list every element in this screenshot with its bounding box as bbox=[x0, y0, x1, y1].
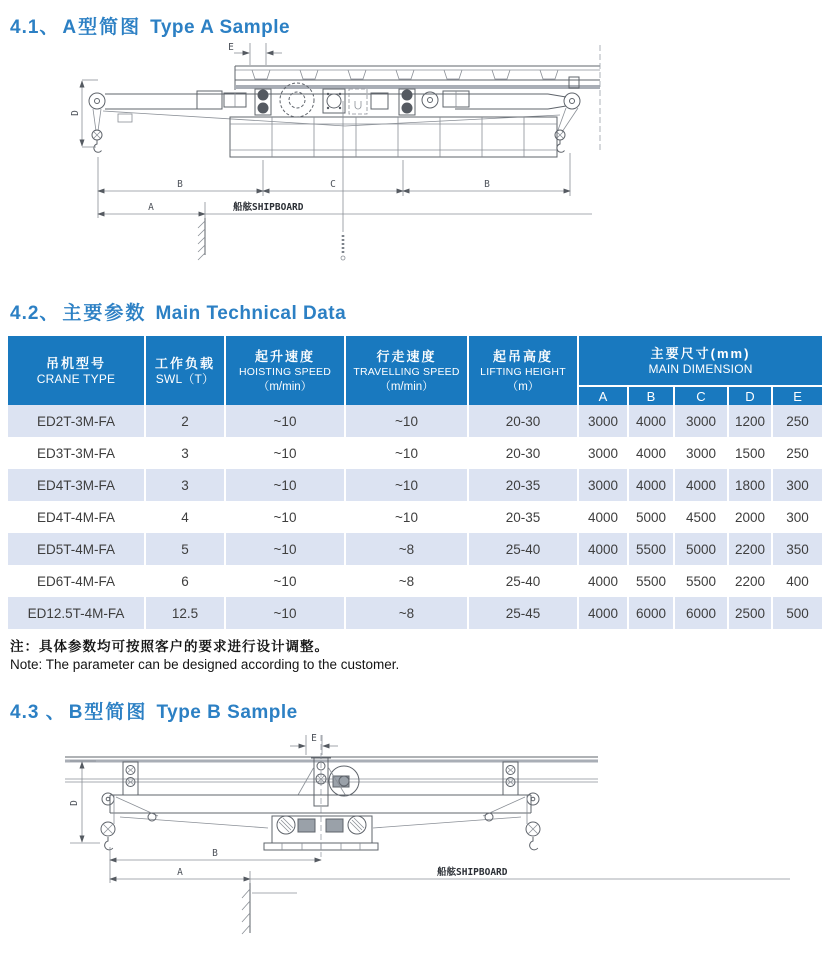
cell-hoisting: ~10 bbox=[225, 533, 345, 565]
cell-dim-d: 2500 bbox=[728, 597, 772, 629]
cell-height: 20-35 bbox=[468, 501, 578, 533]
dim-a-group bbox=[110, 864, 790, 883]
cell-dim-c: 3000 bbox=[674, 405, 728, 437]
cell-dim-a: 3000 bbox=[578, 469, 628, 501]
quay-wall bbox=[242, 883, 297, 934]
table-row bbox=[8, 597, 822, 629]
cell-dim-e: 350 bbox=[772, 533, 822, 565]
type-a-drawing bbox=[0, 39, 830, 289]
dim-label-b-left: B bbox=[177, 179, 183, 190]
dim-label-a: A bbox=[177, 867, 183, 878]
cell-height: 20-30 bbox=[468, 437, 578, 469]
cell-height: 20-30 bbox=[468, 405, 578, 437]
header-dim-e: E bbox=[772, 386, 822, 405]
platform-grid bbox=[230, 117, 557, 157]
cell-dim-d: 1200 bbox=[728, 405, 772, 437]
shipboard-label: 船舷SHIPBOARD bbox=[437, 867, 508, 878]
section-title-4-3 bbox=[10, 673, 830, 724]
header-dim-d: D bbox=[728, 386, 772, 405]
dim-label-d: D bbox=[69, 800, 80, 806]
cell-dim-d: 1500 bbox=[728, 437, 772, 469]
header-main-dimension: 主要尺寸(mm) MAIN DIMENSION bbox=[578, 336, 822, 386]
cell-height: 20-35 bbox=[468, 469, 578, 501]
header-dim-c: C bbox=[674, 386, 728, 405]
section-number: 4.2、 bbox=[10, 303, 60, 324]
section-number: 4.3 、 bbox=[10, 702, 66, 723]
cell-hoisting: ~10 bbox=[225, 405, 345, 437]
hoist-rope bbox=[341, 101, 345, 260]
section-title-zh: B型简图 bbox=[68, 702, 148, 723]
header-travelling-speed: 行走速度 TRAVELLING SPEED （m/min） bbox=[345, 336, 468, 405]
dim-label-a: A bbox=[148, 202, 154, 213]
boom bbox=[103, 94, 566, 126]
cell-dim-b: 6000 bbox=[628, 597, 674, 629]
hook-icon bbox=[530, 837, 538, 850]
cell-travelling: ~8 bbox=[345, 565, 468, 597]
note-en: Note: The parameter can be designed according to the customer. bbox=[10, 656, 400, 672]
cell-hoisting: ~10 bbox=[225, 565, 345, 597]
cell-crane-type: ED5T-4M-FA bbox=[8, 533, 145, 565]
hook-icon bbox=[94, 140, 102, 152]
section-title-zh: 主要参数 bbox=[62, 303, 147, 324]
cell-dim-d: 2000 bbox=[728, 501, 772, 533]
cell-dim-b: 5500 bbox=[628, 565, 674, 597]
cell-dim-e: 500 bbox=[772, 597, 822, 629]
cell-swl: 4 bbox=[145, 501, 225, 533]
cell-height: 25-45 bbox=[468, 597, 578, 629]
dim-label-b: B bbox=[212, 848, 218, 859]
cell-travelling: ~8 bbox=[345, 597, 468, 629]
header-swl: 工作负载 SWL（T） bbox=[145, 336, 225, 405]
section-number: 4.1、 bbox=[10, 17, 60, 38]
left-davit-hook bbox=[89, 93, 105, 152]
cell-height: 25-40 bbox=[468, 565, 578, 597]
dim-label-c: C bbox=[330, 179, 336, 190]
cell-dim-c: 4500 bbox=[674, 501, 728, 533]
header-dim-a: A bbox=[578, 386, 628, 405]
right-davit-hook bbox=[555, 93, 580, 152]
header-dim-b: B bbox=[628, 386, 674, 405]
section-title-en: Main Technical Data bbox=[155, 303, 347, 324]
section-title-en: Type B Sample bbox=[156, 702, 298, 723]
dim-d-group bbox=[69, 761, 100, 843]
cell-crane-type: ED6T-4M-FA bbox=[8, 565, 145, 597]
dim-e-group bbox=[228, 42, 282, 65]
cell-swl: 6 bbox=[145, 565, 225, 597]
dim-e-group bbox=[290, 733, 338, 755]
cell-dim-a: 4000 bbox=[578, 565, 628, 597]
note-zh: 注：具体参数均可按照客户的要求进行设计调整。 bbox=[10, 639, 329, 654]
cell-dim-e: 400 bbox=[772, 565, 822, 597]
cell-dim-d: 1800 bbox=[728, 469, 772, 501]
cell-dim-a: 3000 bbox=[578, 405, 628, 437]
cell-dim-b: 5500 bbox=[628, 533, 674, 565]
cell-dim-d: 2200 bbox=[728, 533, 772, 565]
cell-travelling: ~10 bbox=[345, 501, 468, 533]
header-hoisting-speed: 起升速度 HOISTING SPEED （m/min） bbox=[225, 336, 345, 405]
technical-data-table bbox=[8, 336, 822, 629]
cell-swl: 12.5 bbox=[145, 597, 225, 629]
cell-dim-b: 4000 bbox=[628, 469, 674, 501]
cell-dim-c: 5000 bbox=[674, 533, 728, 565]
cell-travelling: ~10 bbox=[345, 469, 468, 501]
cell-travelling: ~10 bbox=[345, 405, 468, 437]
dim-a-group bbox=[98, 196, 592, 218]
ship-deck bbox=[235, 66, 600, 90]
section-title-4-1 bbox=[10, 0, 830, 39]
dim-label-e: E bbox=[228, 42, 234, 53]
cell-hoisting: ~10 bbox=[225, 501, 345, 533]
cell-swl: 2 bbox=[145, 405, 225, 437]
section-title-zh: A型简图 bbox=[62, 17, 142, 38]
left-post bbox=[123, 762, 138, 795]
cell-hoisting: ~10 bbox=[225, 469, 345, 501]
cell-dim-e: 300 bbox=[772, 469, 822, 501]
cell-swl: 3 bbox=[145, 469, 225, 501]
cell-dim-a: 4000 bbox=[578, 501, 628, 533]
section-title-en: Type A Sample bbox=[150, 17, 291, 38]
cell-crane-type: ED3T-3M-FA bbox=[8, 437, 145, 469]
cell-hoisting: ~10 bbox=[225, 437, 345, 469]
table-row bbox=[8, 469, 822, 501]
header-crane-type: 吊机型号 CRANE TYPE bbox=[8, 336, 145, 405]
table-row bbox=[8, 533, 822, 565]
type-b-drawing bbox=[0, 733, 830, 958]
table-header-row bbox=[8, 336, 822, 386]
cell-height: 25-40 bbox=[468, 533, 578, 565]
cell-swl: 3 bbox=[145, 437, 225, 469]
cell-crane-type: ED4T-3M-FA bbox=[8, 469, 145, 501]
cell-dim-a: 3000 bbox=[578, 437, 628, 469]
cell-dim-d: 2200 bbox=[728, 565, 772, 597]
cell-dim-c: 3000 bbox=[674, 437, 728, 469]
table-row bbox=[8, 501, 822, 533]
hook-icon bbox=[557, 140, 565, 152]
cell-dim-a: 4000 bbox=[578, 597, 628, 629]
section-title-4-2 bbox=[10, 289, 830, 325]
cell-dim-e: 250 bbox=[772, 405, 822, 437]
cell-dim-b: 5000 bbox=[628, 501, 674, 533]
cell-dim-c: 4000 bbox=[674, 469, 728, 501]
cell-dim-c: 5500 bbox=[674, 565, 728, 597]
cell-dim-c: 6000 bbox=[674, 597, 728, 629]
cell-swl: 5 bbox=[145, 533, 225, 565]
note bbox=[10, 638, 830, 673]
header-lifting-height: 起吊高度 LIFTING HEIGHT （m） bbox=[468, 336, 578, 405]
table-row bbox=[8, 437, 822, 469]
cell-crane-type: ED4T-4M-FA bbox=[8, 501, 145, 533]
dim-label-d: D bbox=[70, 110, 81, 116]
cell-dim-b: 4000 bbox=[628, 405, 674, 437]
hook-icon bbox=[105, 837, 113, 850]
dim-bcb-group bbox=[98, 153, 570, 196]
beam bbox=[110, 795, 531, 828]
cell-dim-e: 250 bbox=[772, 437, 822, 469]
dim-label-b-right: B bbox=[484, 179, 490, 190]
right-post bbox=[503, 762, 518, 795]
cell-travelling: ~10 bbox=[345, 437, 468, 469]
cell-travelling: ~8 bbox=[345, 533, 468, 565]
cell-dim-e: 300 bbox=[772, 501, 822, 533]
quay-wall bbox=[198, 218, 205, 260]
cell-hoisting: ~10 bbox=[225, 597, 345, 629]
dim-label-e: E bbox=[311, 733, 317, 744]
table-row bbox=[8, 565, 822, 597]
cell-crane-type: ED12.5T-4M-FA bbox=[8, 597, 145, 629]
shipboard-label: 船舷SHIPBOARD bbox=[233, 202, 304, 213]
table-row bbox=[8, 405, 822, 437]
cell-dim-b: 4000 bbox=[628, 437, 674, 469]
cell-crane-type: ED2T-3M-FA bbox=[8, 405, 145, 437]
cell-dim-a: 4000 bbox=[578, 533, 628, 565]
